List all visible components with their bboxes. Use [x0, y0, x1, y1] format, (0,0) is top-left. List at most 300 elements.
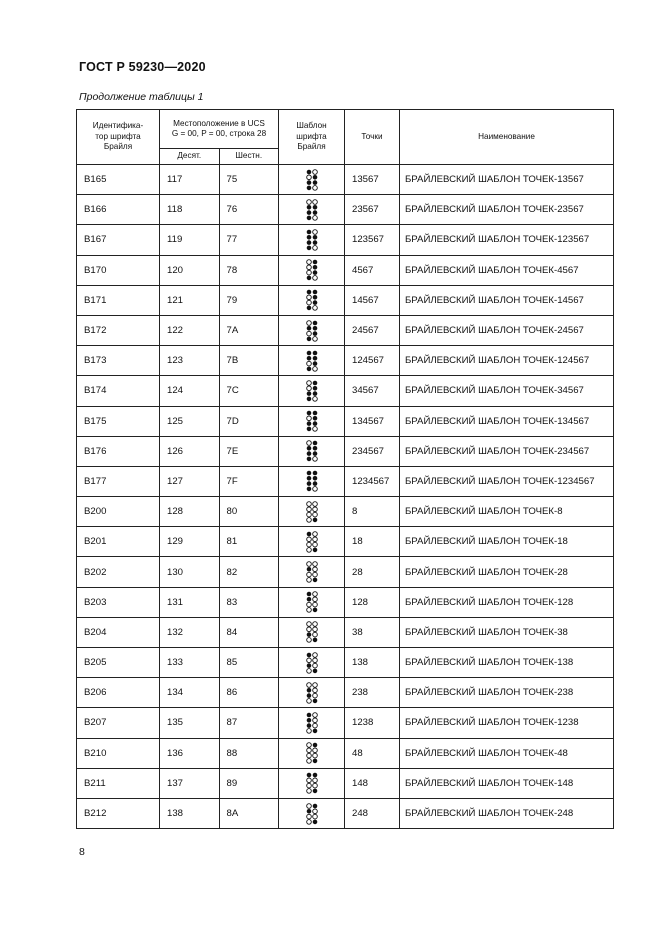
cell-decimal: 127 — [160, 466, 220, 496]
empty-dot — [306, 603, 311, 608]
cell-identifier: B207 — [77, 708, 160, 738]
raised-dot — [312, 265, 317, 270]
raised-dot — [306, 276, 311, 281]
cell-hex: 89 — [219, 768, 279, 798]
cell-dots: 128 — [345, 587, 400, 617]
raised-dot — [312, 301, 317, 306]
table-row — [77, 406, 614, 436]
empty-dot — [306, 682, 311, 687]
cell-pattern — [279, 165, 345, 195]
empty-dot — [312, 246, 317, 251]
cell-identifier: B166 — [77, 195, 160, 225]
empty-dot — [312, 427, 317, 432]
empty-dot — [312, 562, 317, 567]
raised-dot — [306, 693, 311, 698]
raised-dot — [312, 175, 317, 180]
empty-dot — [306, 301, 311, 306]
empty-dot — [312, 778, 317, 783]
cell-dots: 8 — [345, 497, 400, 527]
empty-dot — [306, 386, 311, 391]
cell-hex: 78 — [219, 255, 279, 285]
empty-dot — [312, 501, 317, 506]
cell-identifier: B203 — [77, 587, 160, 617]
raised-dot — [306, 471, 311, 476]
cell-dots: 4567 — [345, 255, 400, 285]
raised-dot — [312, 517, 317, 522]
empty-dot — [312, 627, 317, 632]
table-caption: Продолжение таблицы 1 — [79, 91, 204, 103]
empty-dot — [312, 306, 317, 311]
cell-decimal: 120 — [160, 255, 220, 285]
empty-dot — [306, 668, 311, 673]
table-row — [77, 617, 614, 647]
cell-hex: 7D — [219, 406, 279, 436]
raised-dot — [306, 809, 311, 814]
empty-dot — [312, 185, 317, 190]
table-row — [77, 768, 614, 798]
empty-dot — [306, 175, 311, 180]
empty-dot — [306, 260, 311, 265]
cell-name: БРАЙЛЕВСКИЙ ШАБЛОН ТОЧЕК-234567 — [400, 436, 614, 466]
cell-pattern — [279, 798, 345, 828]
cell-pattern — [279, 315, 345, 345]
raised-dot — [312, 729, 317, 734]
cell-pattern — [279, 617, 345, 647]
header-decimal: Десят. — [160, 149, 220, 165]
cell-hex: 80 — [219, 497, 279, 527]
cell-identifier: B212 — [77, 798, 160, 828]
cell-name: БРАЙЛЕВСКИЙ ШАБЛОН ТОЧЕК-4567 — [400, 255, 614, 285]
cell-hex: 77 — [219, 225, 279, 255]
raised-dot — [312, 350, 317, 355]
empty-dot — [306, 270, 311, 275]
cell-dots: 138 — [345, 648, 400, 678]
cell-name: БРАЙЛЕВСКИЙ ШАБЛОН ТОЧЕК-38 — [400, 617, 614, 647]
cell-dots: 14567 — [345, 285, 400, 315]
cell-name: БРАЙЛЕВСКИЙ ШАБЛОН ТОЧЕК-138 — [400, 648, 614, 678]
cell-hex: 88 — [219, 738, 279, 768]
raised-dot — [312, 773, 317, 778]
braille-table — [76, 109, 614, 829]
cell-name: БРАЙЛЕВСКИЙ ШАБЛОН ТОЧЕК-48 — [400, 738, 614, 768]
empty-dot — [312, 597, 317, 602]
empty-dot — [306, 789, 311, 794]
braille-pattern-icon — [306, 742, 318, 764]
cell-decimal: 118 — [160, 195, 220, 225]
cell-name: БРАЙЛЕВСКИЙ ШАБЛОН ТОЧЕК-34567 — [400, 376, 614, 406]
raised-dot — [312, 411, 317, 416]
raised-dot — [306, 210, 311, 215]
braille-pattern-icon — [306, 682, 318, 704]
cell-pattern — [279, 587, 345, 617]
cell-decimal: 121 — [160, 285, 220, 315]
cell-identifier: B176 — [77, 436, 160, 466]
cell-identifier: B204 — [77, 617, 160, 647]
braille-pattern-icon — [306, 229, 318, 251]
raised-dot — [306, 773, 311, 778]
raised-dot — [306, 567, 311, 572]
empty-dot — [312, 688, 317, 693]
empty-dot — [312, 652, 317, 657]
header-pattern: Шаблон шрифта Брайля — [279, 110, 345, 165]
cell-hex: 85 — [219, 648, 279, 678]
table-row — [77, 165, 614, 195]
cell-decimal: 126 — [160, 436, 220, 466]
empty-dot — [306, 361, 311, 366]
cell-pattern — [279, 255, 345, 285]
raised-dot — [306, 633, 311, 638]
empty-dot — [312, 633, 317, 638]
empty-dot — [312, 603, 317, 608]
cell-decimal: 132 — [160, 617, 220, 647]
cell-dots: 28 — [345, 557, 400, 587]
raised-dot — [312, 290, 317, 295]
raised-dot — [312, 235, 317, 240]
table-row — [77, 315, 614, 345]
raised-dot — [306, 246, 311, 251]
cell-hex: 75 — [219, 165, 279, 195]
cell-identifier: B165 — [77, 165, 160, 195]
empty-dot — [306, 819, 311, 824]
table-row — [77, 376, 614, 406]
raised-dot — [306, 230, 311, 235]
empty-dot — [312, 622, 317, 627]
empty-dot — [306, 320, 311, 325]
raised-dot — [312, 295, 317, 300]
raised-dot — [312, 240, 317, 245]
raised-dot — [306, 452, 311, 457]
cell-decimal: 123 — [160, 346, 220, 376]
raised-dot — [306, 235, 311, 240]
raised-dot — [306, 457, 311, 462]
raised-dot — [312, 441, 317, 446]
cell-identifier: B175 — [77, 406, 160, 436]
raised-dot — [306, 180, 311, 185]
empty-dot — [306, 658, 311, 663]
table-row — [77, 346, 614, 376]
empty-dot — [312, 487, 317, 492]
cell-hex: 83 — [219, 587, 279, 617]
raised-dot — [312, 759, 317, 764]
braille-pattern-icon — [306, 561, 318, 583]
raised-dot — [312, 698, 317, 703]
empty-dot — [306, 572, 311, 577]
empty-dot — [306, 501, 311, 506]
cell-identifier: B177 — [77, 466, 160, 496]
cell-pattern — [279, 346, 345, 376]
raised-dot — [312, 180, 317, 185]
table-row — [77, 798, 614, 828]
cell-pattern — [279, 708, 345, 738]
raised-dot — [312, 547, 317, 552]
braille-pattern-icon — [306, 350, 318, 372]
braille-pattern-icon — [306, 199, 318, 221]
raised-dot — [312, 416, 317, 421]
empty-dot — [312, 682, 317, 687]
cell-name: БРАЙЛЕВСКИЙ ШАБЛОН ТОЧЕК-28 — [400, 557, 614, 587]
empty-dot — [306, 784, 311, 789]
cell-identifier: B205 — [77, 648, 160, 678]
header-hex: Шестн. — [219, 149, 279, 165]
cell-identifier: B172 — [77, 315, 160, 345]
cell-dots: 134567 — [345, 406, 400, 436]
raised-dot — [312, 803, 317, 808]
table-row — [77, 527, 614, 557]
empty-dot — [312, 572, 317, 577]
empty-dot — [306, 748, 311, 753]
braille-pattern-icon — [306, 320, 318, 342]
braille-pattern-icon — [306, 772, 318, 794]
empty-dot — [312, 230, 317, 235]
braille-pattern-icon — [306, 531, 318, 553]
cell-identifier: B173 — [77, 346, 160, 376]
braille-pattern-icon — [306, 621, 318, 643]
cell-name: БРАЙЛЕВСКИЙ ШАБЛОН ТОЧЕК-8 — [400, 497, 614, 527]
cell-identifier: B210 — [77, 738, 160, 768]
raised-dot — [306, 723, 311, 728]
raised-dot — [312, 819, 317, 824]
cell-name: БРАЙЛЕВСКИЙ ШАБЛОН ТОЧЕК-14567 — [400, 285, 614, 315]
raised-dot — [306, 713, 311, 718]
cell-pattern — [279, 285, 345, 315]
cell-hex: 8A — [219, 798, 279, 828]
raised-dot — [306, 350, 311, 355]
empty-dot — [306, 199, 311, 204]
raised-dot — [312, 578, 317, 583]
empty-dot — [312, 592, 317, 597]
cell-decimal: 124 — [160, 376, 220, 406]
cell-identifier: B202 — [77, 557, 160, 587]
raised-dot — [312, 361, 317, 366]
empty-dot — [306, 416, 311, 421]
empty-dot — [306, 381, 311, 386]
empty-dot — [312, 397, 317, 402]
table-row — [77, 466, 614, 496]
raised-dot — [312, 789, 317, 794]
braille-pattern-icon — [306, 440, 318, 462]
raised-dot — [312, 205, 317, 210]
cell-dots: 124567 — [345, 346, 400, 376]
raised-dot — [306, 306, 311, 311]
header-location: Местоположение в UCS G = 00, P = 00, строка 28 — [160, 110, 279, 149]
cell-identifier: B174 — [77, 376, 160, 406]
raised-dot — [312, 743, 317, 748]
raised-dot — [306, 532, 311, 537]
header-identifier: Идентифика- тор шрифта Брайля — [77, 110, 160, 165]
cell-decimal: 131 — [160, 587, 220, 617]
raised-dot — [306, 215, 311, 220]
cell-identifier: B201 — [77, 527, 160, 557]
raised-dot — [306, 169, 311, 174]
cell-dots: 148 — [345, 768, 400, 798]
cell-identifier: B211 — [77, 768, 160, 798]
empty-dot — [312, 718, 317, 723]
cell-dots: 24567 — [345, 315, 400, 345]
cell-hex: 81 — [219, 527, 279, 557]
cell-name: БРАЙЛЕВСКИЙ ШАБЛОН ТОЧЕК-1234567 — [400, 466, 614, 496]
empty-dot — [306, 622, 311, 627]
cell-name: БРАЙЛЕВСКИЙ ШАБЛОН ТОЧЕК-248 — [400, 798, 614, 828]
cell-dots: 1234567 — [345, 466, 400, 496]
table-row — [77, 436, 614, 466]
braille-pattern-icon — [306, 410, 318, 432]
document-title: ГОСТ Р 59230—2020 — [79, 60, 206, 74]
empty-dot — [312, 366, 317, 371]
cell-dots: 13567 — [345, 165, 400, 195]
table-row — [77, 678, 614, 708]
empty-dot — [306, 753, 311, 758]
empty-dot — [312, 658, 317, 663]
table-row — [77, 225, 614, 255]
cell-dots: 248 — [345, 798, 400, 828]
cell-dots: 123567 — [345, 225, 400, 255]
cell-dots: 23567 — [345, 195, 400, 225]
cell-pattern — [279, 466, 345, 496]
cell-dots: 38 — [345, 617, 400, 647]
raised-dot — [312, 356, 317, 361]
raised-dot — [306, 366, 311, 371]
raised-dot — [312, 476, 317, 481]
empty-dot — [312, 663, 317, 668]
empty-dot — [312, 507, 317, 512]
table-body — [77, 165, 614, 829]
braille-pattern-icon — [306, 591, 318, 613]
empty-dot — [306, 542, 311, 547]
cell-decimal: 135 — [160, 708, 220, 738]
cell-name: БРАЙЛЕВСКИЙ ШАБЛОН ТОЧЕК-128 — [400, 587, 614, 617]
cell-pattern — [279, 406, 345, 436]
raised-dot — [306, 652, 311, 657]
cell-identifier: B167 — [77, 225, 160, 255]
table-row — [77, 285, 614, 315]
empty-dot — [312, 723, 317, 728]
cell-pattern — [279, 195, 345, 225]
cell-decimal: 119 — [160, 225, 220, 255]
empty-dot — [306, 608, 311, 613]
braille-pattern-icon — [306, 803, 318, 825]
empty-dot — [312, 693, 317, 698]
empty-dot — [306, 547, 311, 552]
cell-decimal: 129 — [160, 527, 220, 557]
cell-decimal: 134 — [160, 678, 220, 708]
table-row — [77, 195, 614, 225]
table-row — [77, 557, 614, 587]
raised-dot — [306, 427, 311, 432]
empty-dot — [306, 331, 311, 336]
raised-dot — [312, 210, 317, 215]
cell-hex: 86 — [219, 678, 279, 708]
raised-dot — [306, 487, 311, 492]
cell-hex: 7A — [219, 315, 279, 345]
empty-dot — [306, 803, 311, 808]
cell-identifier: B170 — [77, 255, 160, 285]
raised-dot — [312, 386, 317, 391]
cell-hex: 82 — [219, 557, 279, 587]
raised-dot — [306, 411, 311, 416]
empty-dot — [312, 276, 317, 281]
empty-dot — [306, 627, 311, 632]
table-row — [77, 708, 614, 738]
raised-dot — [306, 397, 311, 402]
cell-hex: 84 — [219, 617, 279, 647]
empty-dot — [306, 698, 311, 703]
braille-pattern-icon — [306, 259, 318, 281]
cell-decimal: 133 — [160, 648, 220, 678]
raised-dot — [312, 270, 317, 275]
cell-identifier: B206 — [77, 678, 160, 708]
cell-hex: 76 — [219, 195, 279, 225]
raised-dot — [306, 663, 311, 668]
empty-dot — [306, 295, 311, 300]
empty-dot — [312, 753, 317, 758]
table-row — [77, 738, 614, 768]
raised-dot — [306, 421, 311, 426]
cell-dots: 1238 — [345, 708, 400, 738]
cell-name: БРАЙЛЕВСКИЙ ШАБЛОН ТОЧЕК-124567 — [400, 346, 614, 376]
cell-pattern — [279, 768, 345, 798]
cell-name: БРАЙЛЕВСКИЙ ШАБЛОН ТОЧЕК-134567 — [400, 406, 614, 436]
empty-dot — [312, 537, 317, 542]
raised-dot — [306, 185, 311, 190]
cell-decimal: 128 — [160, 497, 220, 527]
raised-dot — [312, 638, 317, 643]
raised-dot — [306, 482, 311, 487]
cell-hex: 7E — [219, 436, 279, 466]
raised-dot — [312, 391, 317, 396]
empty-dot — [312, 809, 317, 814]
raised-dot — [312, 471, 317, 476]
cell-decimal: 137 — [160, 768, 220, 798]
empty-dot — [312, 169, 317, 174]
raised-dot — [312, 608, 317, 613]
empty-dot — [312, 814, 317, 819]
braille-pattern-icon — [306, 380, 318, 402]
raised-dot — [312, 331, 317, 336]
cell-decimal: 117 — [160, 165, 220, 195]
raised-dot — [306, 391, 311, 396]
cell-name: БРАЙЛЕВСКИЙ ШАБЛОН ТОЧЕК-238 — [400, 678, 614, 708]
raised-dot — [306, 592, 311, 597]
cell-pattern — [279, 648, 345, 678]
braille-pattern-icon — [306, 712, 318, 734]
cell-pattern — [279, 557, 345, 587]
raised-dot — [312, 421, 317, 426]
raised-dot — [312, 482, 317, 487]
header-name: Наименование — [400, 110, 614, 165]
cell-dots: 18 — [345, 527, 400, 557]
empty-dot — [306, 507, 311, 512]
raised-dot — [306, 240, 311, 245]
raised-dot — [312, 452, 317, 457]
cell-name: БРАЙЛЕВСКИЙ ШАБЛОН ТОЧЕК-148 — [400, 768, 614, 798]
raised-dot — [312, 326, 317, 331]
cell-name: БРАЙЛЕВСКИЙ ШАБЛОН ТОЧЕК-23567 — [400, 195, 614, 225]
empty-dot — [312, 215, 317, 220]
empty-dot — [306, 537, 311, 542]
empty-dot — [312, 512, 317, 517]
empty-dot — [306, 512, 311, 517]
empty-dot — [312, 336, 317, 341]
empty-dot — [306, 562, 311, 567]
raised-dot — [306, 205, 311, 210]
empty-dot — [306, 729, 311, 734]
empty-dot — [312, 784, 317, 789]
cell-hex: 7B — [219, 346, 279, 376]
cell-pattern — [279, 527, 345, 557]
page-number: 8 — [79, 846, 85, 858]
empty-dot — [312, 457, 317, 462]
cell-decimal: 130 — [160, 557, 220, 587]
